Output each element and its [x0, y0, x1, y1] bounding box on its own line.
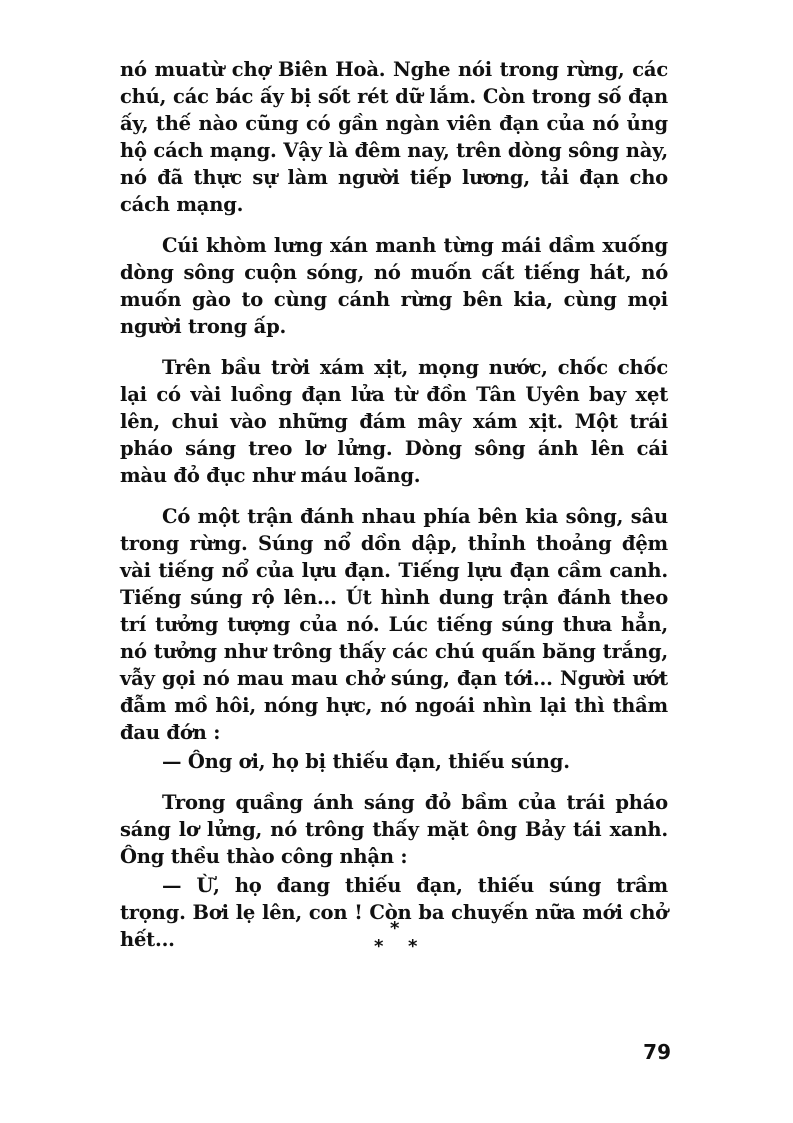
- body-text: [120, 56, 668, 967]
- paragraph-1: nó muatừ chợ Biên Hoà. Nghe nói trong rừng, các chú, các bác ấy bị sốt rét dữ lắm. Còn trong số đạn ấy, thế nào cũng có gần ngàn viên đạn của nó ủng hộ cách mạng. Vậy là đêm nay, trên dòng sông này, nó đã thực sự làm người tiếp lương, tải đạn cho cách mạng.: [120, 58, 668, 216]
- ornament-star-top: *: [390, 918, 400, 939]
- paragraph-3: Trên bầu trời xám xịt, mọng nước, chốc chốc lại có vài luồng đạn lửa từ đồn Tân Uyên bay xẹt lên, chui vào những đám mây xám xịt. Một trái pháo sáng treo lơ lửng. Dòng sông ánh lên cái màu đỏ đục như máu loãng.: [120, 356, 668, 487]
- ornament-star-left: *: [374, 936, 384, 957]
- paragraph-2: Cúi khòm lưng xán manh từng mái dầm xuống dòng sông cuộn sóng, nó muốn cất tiếng hát, nó muốn gào to cùng cánh rừng bên kia, cùng mọi người trong ấp.: [120, 234, 668, 338]
- page-number: 79: [643, 1040, 671, 1064]
- paragraph-5: Trong quầng ánh sáng đỏ bầm của trái pháo sáng lơ lửng, nó trông thấy mặt ông Bảy tái xanh. Ông thều thào công nhận :: [120, 791, 668, 868]
- dialog-line-1: — Ông ơi, họ bị thiếu đạn, thiếu súng.: [162, 750, 570, 773]
- ornament-star-right: *: [408, 936, 418, 957]
- section-break-ornament: [360, 918, 430, 958]
- dialog-line-2: — Ừ, họ đang thiếu đạn, thiếu súng trầm trọng. Bơi lẹ lên, con ! Còn ba chuyến nữa mới chở hết...: [120, 874, 668, 951]
- paragraph-4: Có một trận đánh nhau phía bên kia sông, sâu trong rừng. Súng nổ dồn dập, thỉnh thoảng đệm vài tiếng nổ của lựu đạn. Tiếng lựu đạn cầm canh. Tiếng súng rộ lên... Út hình dung trận đánh theo trí tưởng tượng của nó. Lúc tiếng súng thưa hẳn, nó tưởng như trông thấy các chú quấn băng trắng, vẫy gọi nó mau mau chở súng, đạn tới... Người ướt đẫm mồ hôi, nóng hực, nó ngoái nhìn lại thì thầm đau đớn :: [120, 505, 668, 744]
